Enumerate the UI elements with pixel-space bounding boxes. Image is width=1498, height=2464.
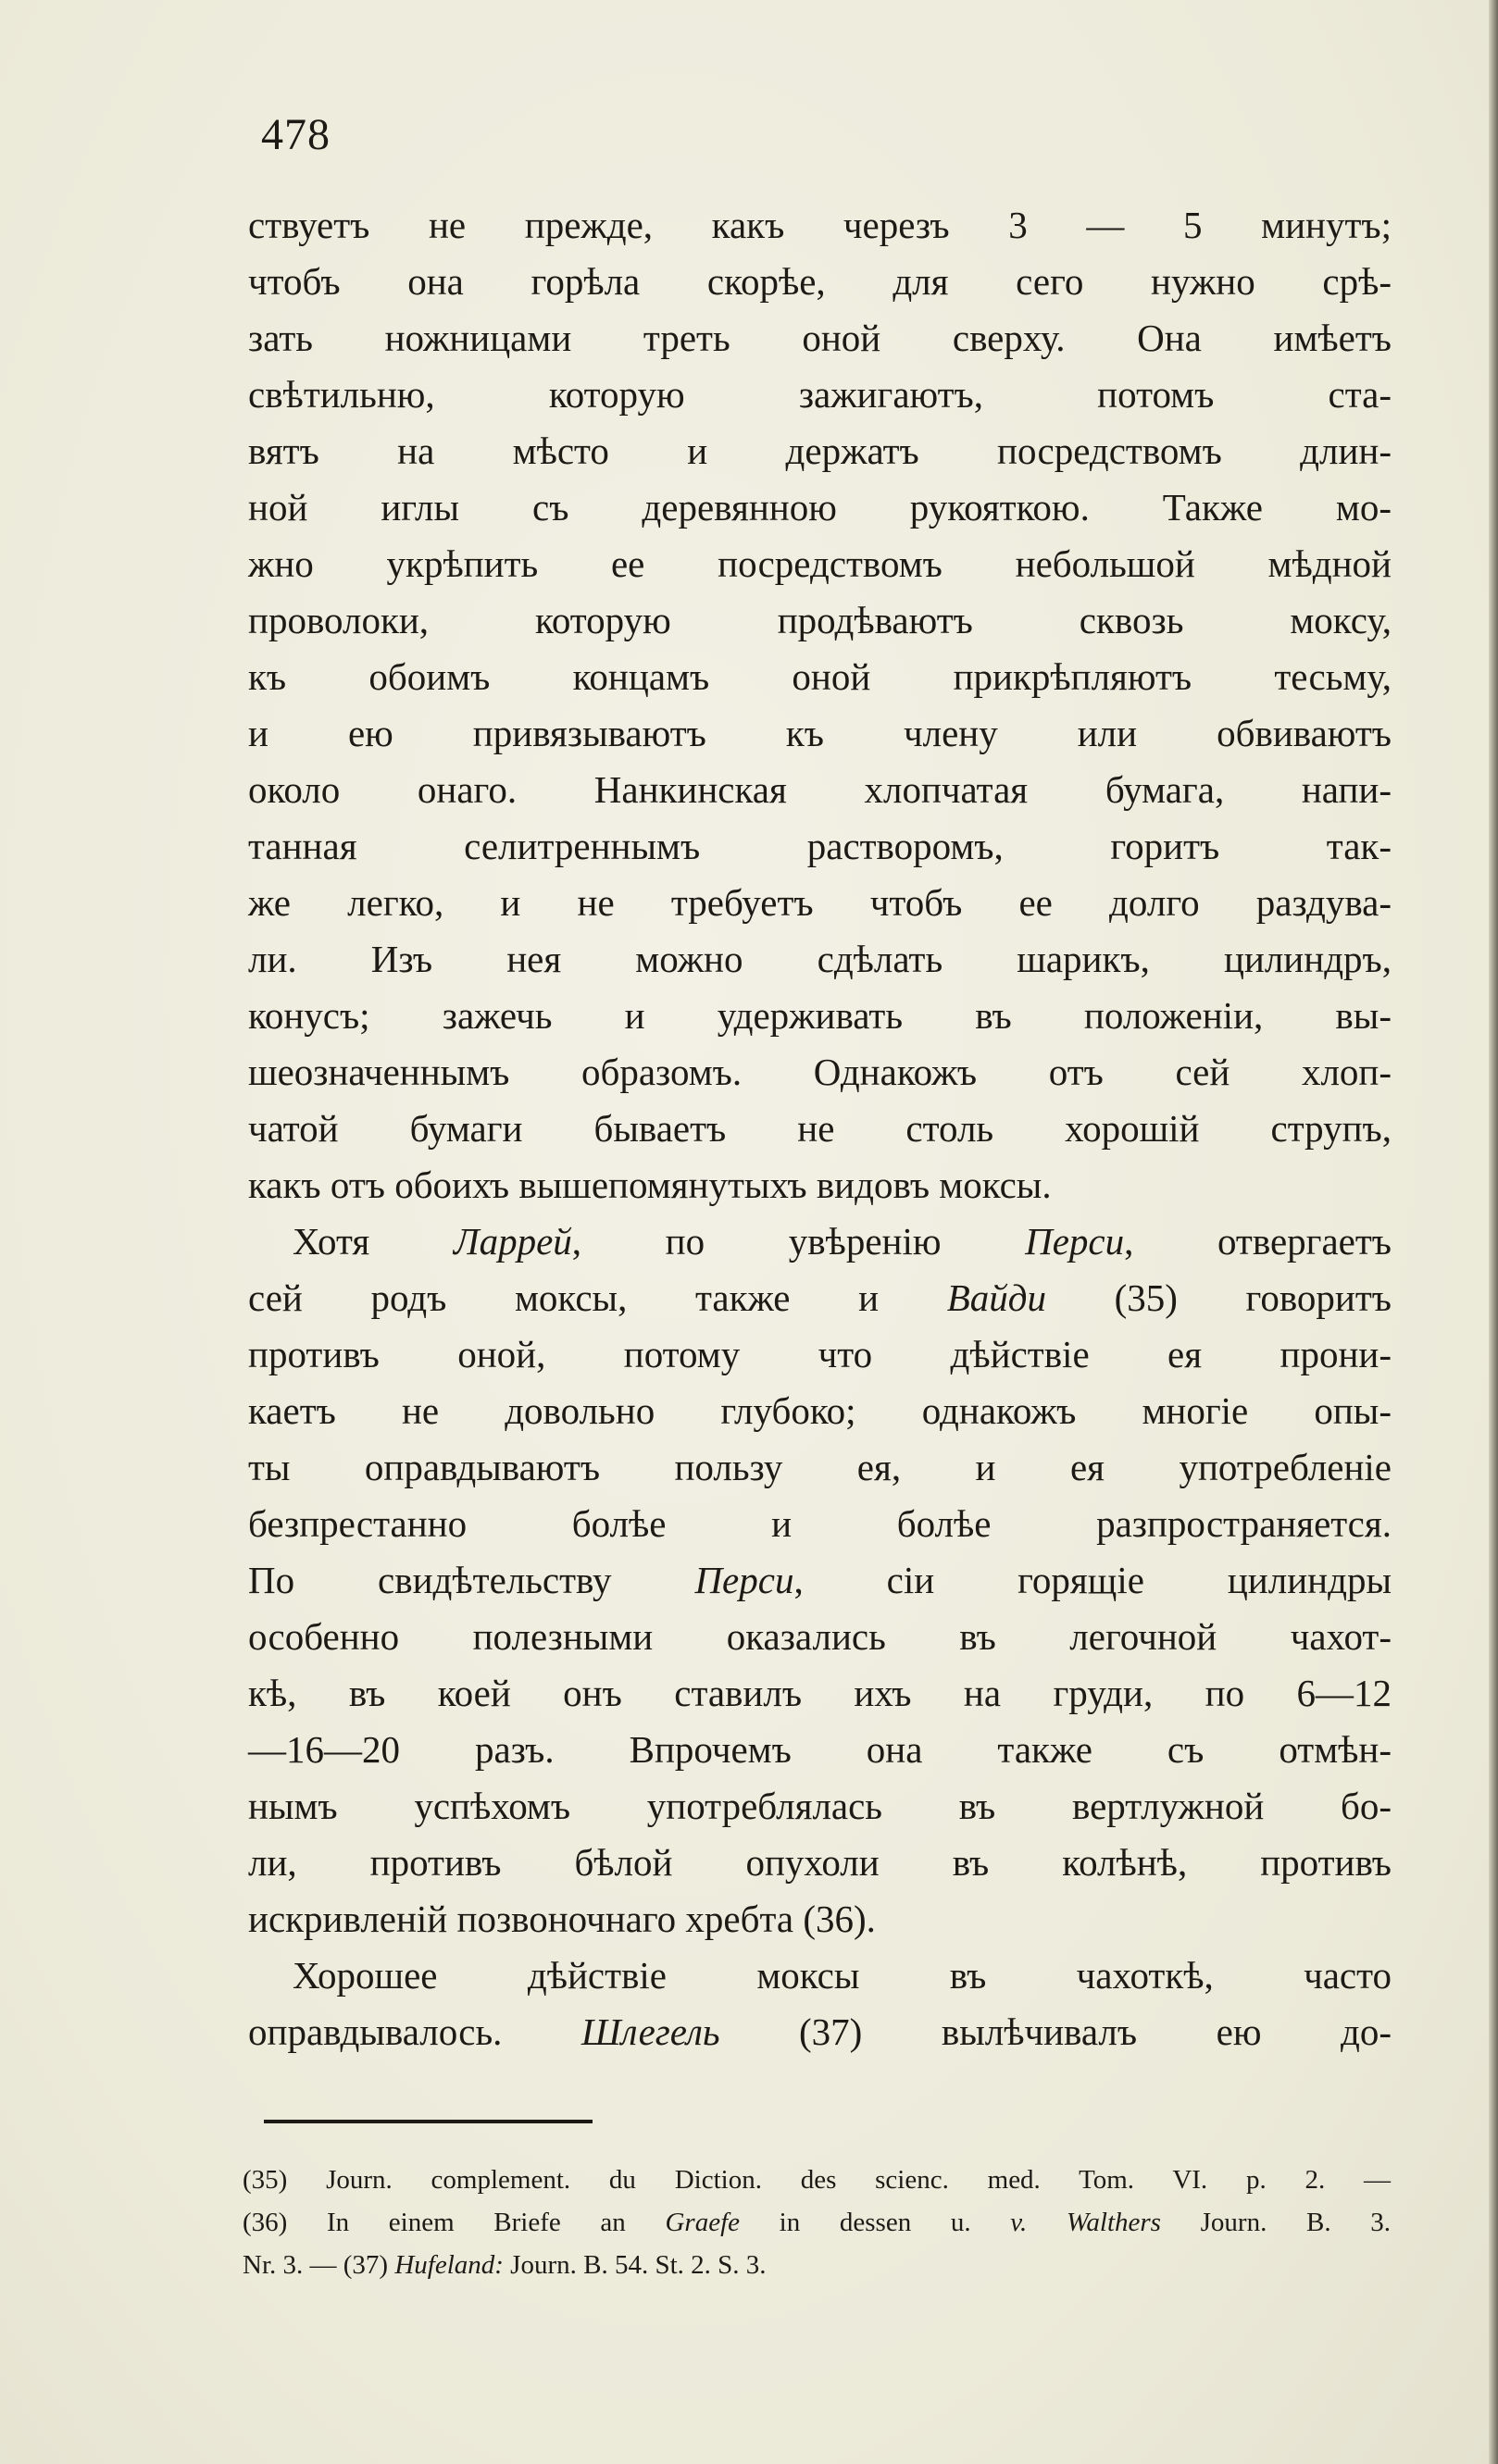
text-line: Хотя Ларрей, по увѣренію Перси, отвергаетъ — [293, 1220, 1392, 1263]
text-line: особенно полезными оказались въ легочной чахот- — [248, 1615, 1392, 1658]
paragraph-2 — [248, 1213, 1392, 1948]
text-line: ли, противъ бѣлой опухоли въ колѣнѣ, противъ — [248, 1841, 1392, 1884]
author-name: v. Walthers — [1010, 2208, 1161, 2237]
footnote-line: (36) In einem Briefe an Graefe in dessen u. v. Walthers Journ. B. 3. — [243, 2208, 1391, 2237]
footnote-line: Nr. 3. — (37) Hufeland: Journ. B. 54. St. 2. S. 3. — [243, 2250, 767, 2280]
text-line: Хорошее дѣйствіе моксы въ чахоткѣ, часто — [293, 1954, 1392, 1997]
text-line: противъ оной, потому что дѣйствіе ея прони- — [248, 1333, 1392, 1375]
author-name: Ларрей — [453, 1220, 572, 1263]
text-line: ной иглы съ деревянною рукояткою. Также мо- — [248, 486, 1392, 529]
text-line: ли. Изъ нея можно сдѣлать шарикъ, цилиндръ, — [248, 938, 1392, 980]
text-line: шеозначеннымъ образомъ. Однакожъ отъ сей хлоп- — [248, 1051, 1392, 1093]
author-name: Перси — [1025, 1220, 1125, 1263]
text-line: искривленій позвоночнаго хребта (36). — [248, 1898, 876, 1940]
paragraph-1 — [248, 197, 1392, 1213]
text-line: нымъ успѣхомъ употреблялась въ вертлужной бо- — [248, 1785, 1392, 1827]
text-line: танная селитреннымъ растворомъ, горитъ так- — [248, 825, 1392, 867]
text-line: къ обоимъ концамъ оной прикрѣпляютъ тесьму, — [248, 655, 1392, 698]
text-line: же легко, и не требуетъ чтобъ ее долго раздува- — [248, 881, 1392, 924]
text-line: конусъ; зажечь и удерживать въ положеніи, вы- — [248, 994, 1392, 1037]
text-line: зать ножницами треть оной сверху. Она имѣетъ — [248, 317, 1392, 359]
text-line: вятъ на мѣсто и держатъ посредствомъ длин- — [248, 429, 1392, 472]
text-line: —16—20 разъ. Впрочемъ она также съ отмѣн- — [248, 1728, 1392, 1771]
text-line: чатой бумаги бываетъ не столь хорошій струпъ, — [248, 1107, 1392, 1150]
text-line: каетъ не довольно глубоко; однакожъ многіе опы- — [248, 1389, 1392, 1432]
author-name: Перси — [694, 1559, 794, 1601]
text-line: около онаго. Нанкинская хлопчатая бумага, напи- — [248, 768, 1392, 811]
text-line: По свидѣтельству Перси, сіи горящіе цилиндры — [248, 1559, 1392, 1601]
paragraph-3 — [248, 1948, 1392, 2060]
text-line: ствуетъ не прежде, какъ черезъ 3 — 5 минутъ; — [248, 204, 1392, 246]
text-line: проволоки, которую продѣваютъ сквозь моксу, — [248, 599, 1392, 641]
text-line: безпрестанно болѣе и болѣе разпространяется. — [248, 1502, 1392, 1545]
page-number: 478 — [261, 110, 331, 159]
footnote-line: (35) Journ. complement. du Diction. des scienc. med. Tom. VI. p. 2. — — [243, 2165, 1391, 2195]
main-text — [248, 197, 1392, 2060]
text-line: жно укрѣпить ее посредствомъ небольшой мѣдной — [248, 542, 1392, 585]
text-line: сей родъ моксы, также и Вайди (35) говоритъ — [248, 1276, 1392, 1319]
text-line: какъ отъ обоихъ вышепомянутыхъ видовъ моксы. — [248, 1164, 1052, 1206]
footnote-rule — [264, 2120, 593, 2123]
text-line: свѣтильню, которую зажигаютъ, потомъ ста- — [248, 373, 1392, 416]
footnotes — [243, 2159, 1391, 2286]
author-name: Шлегель — [580, 2010, 720, 2053]
text-line: и ею привязываютъ къ члену или обвиваютъ — [248, 712, 1392, 754]
text-line: кѣ, въ коей онъ ставилъ ихъ на груди, по 6—12 — [248, 1672, 1392, 1714]
text-line: оправдывалось. Шлегель (37) вылѣчивалъ ею до- — [248, 2010, 1392, 2053]
text-line: ты оправдываютъ пользу ея, и ея употребленіе — [248, 1446, 1392, 1488]
author-name: Graefe — [665, 2208, 740, 2237]
page-edge-shadow — [1489, 0, 1498, 2464]
author-name: Hufeland: — [394, 2250, 504, 2280]
text-line: чтобъ она горѣла скорѣе, для сего нужно срѣ- — [248, 260, 1392, 303]
author-name: Вайди — [946, 1276, 1046, 1319]
